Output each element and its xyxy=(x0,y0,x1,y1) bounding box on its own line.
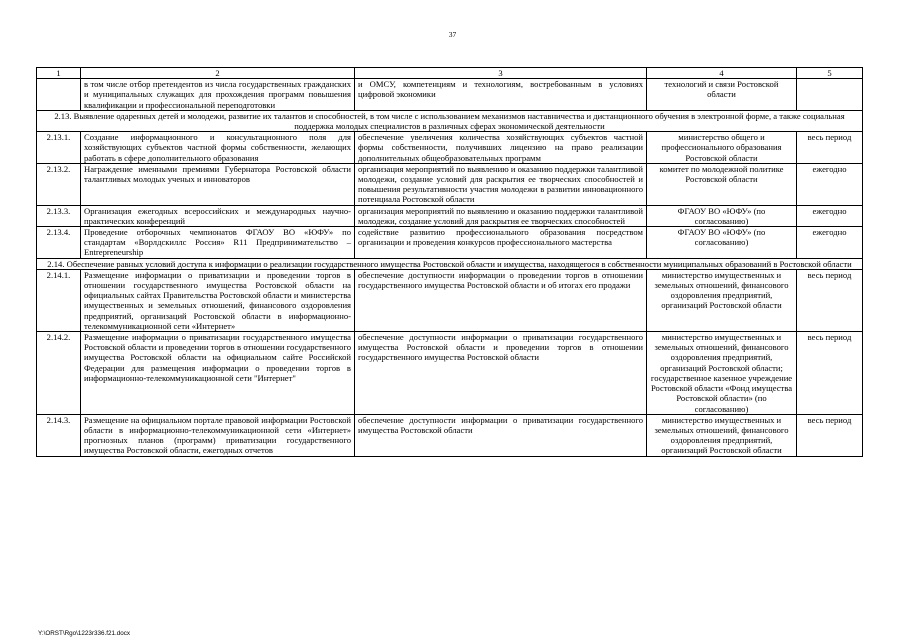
measure-cell: Размещение информации о приватизации и проведении торгов в отношении государственного имущества Ростовской области на официальных сайтах Правительства Ростовской области и министерства имущественных и земельных отношений, финансового оздоровления предприятий, организаций Ростовской области в информационно-телекоммуникационной сети «Интернет» xyxy=(81,269,355,331)
row-number: 2.13.4. xyxy=(37,227,81,259)
period-cell: ежегодно xyxy=(797,163,863,205)
section-heading-row xyxy=(37,110,863,131)
measure-cell: Организация ежегодных всероссийских и международных научно-практических конференций xyxy=(81,205,355,226)
column-header: 1 xyxy=(37,68,81,79)
executor-cell: ФГАОУ ВО «ЮФУ» (по согласованию) xyxy=(647,227,797,259)
result-cell: и ОМСУ, компетенциям и технологиям, востребованным в условиях цифровой экономики xyxy=(355,79,647,111)
period-cell: ежегодно xyxy=(797,227,863,259)
measure-cell: Проведение отборочных чемпионатов ФГАОУ ВО «ЮФУ» по стандартам «Ворлдскиллс Россия» R11 Предпринимательство – Entrepreneurship xyxy=(81,227,355,259)
section-heading: 2.13. Выявление одаренных детей и молодежи, развитие их талантов и способностей, в том числе с использованием механизмов наставничества и дистанционного обучения в электронной форме, а также социальная поддержка молодых специалистов в различных сферах экономической деятельности xyxy=(37,110,863,131)
row-number: 2.14.3. xyxy=(37,414,81,456)
column-header: 3 xyxy=(355,68,647,79)
row-number: 2.13.3. xyxy=(37,205,81,226)
table-row xyxy=(37,414,863,456)
executor-cell: министерство общего и профессионального образования Ростовской области xyxy=(647,132,797,164)
table-row xyxy=(37,163,863,205)
period-cell: весь период xyxy=(797,414,863,456)
result-cell: содействие развитию профессионального образования посредством организации и проведения конкурсов профессионального мастерства xyxy=(355,227,647,259)
row-number: 2.13.2. xyxy=(37,163,81,205)
section-heading: 2.14. Обеспечение равных условий доступа к информации о реализации государственного имущества Ростовской области и имущества, находящегося в собственности муниципальных образований в Ростовской области xyxy=(37,258,863,269)
result-cell: организация мероприятий по выявлению и оказанию поддержки талантливой молодежи, создание условий для раскрытия ее творческих способностей xyxy=(355,205,647,226)
result-cell: обеспечение доступности информации о приватизации государственного имущества Ростовской области и проведении торгов в отношении государственного имущества Ростовской области xyxy=(355,332,647,415)
result-cell: обеспечение доступности информации о приватизации государственного имущества Ростовской области xyxy=(355,414,647,456)
table-row xyxy=(37,205,863,226)
result-cell: организация мероприятий по выявлению и оказанию поддержки талантливой молодежи, создание условий для раскрытия ее творческих способностей и повышения результативности участия молодежи в развитии инновационного потенциала Ростовской области xyxy=(355,163,647,205)
table-row xyxy=(37,132,863,164)
row-number: 2.13.1. xyxy=(37,132,81,164)
executor-cell: комитет по молодежной политике Ростовской области xyxy=(647,163,797,205)
column-header: 4 xyxy=(647,68,797,79)
period-cell: весь период xyxy=(797,269,863,331)
table-row xyxy=(37,332,863,415)
executor-cell: ФГАОУ ВО «ЮФУ» (по согласованию) xyxy=(647,205,797,226)
executor-cell: технологий и связи Ростовской области xyxy=(647,79,797,111)
result-cell: обеспечение увеличения количества хозяйствующих субъектов частной формы собственности, получивших лицензию на право реализации дополнительных общеобразовательных программ xyxy=(355,132,647,164)
measure-cell: в том числе отбор претендентов из числа государственных гражданских и муниципальных служащих для прохождения программ повышения квалификации и профессиональной переподготовки xyxy=(81,79,355,111)
period-cell: весь период xyxy=(797,332,863,415)
period-cell xyxy=(797,79,863,111)
period-cell: весь период xyxy=(797,132,863,164)
plan-table xyxy=(36,67,863,457)
row-number: 2.14.1. xyxy=(37,269,81,331)
column-header: 5 xyxy=(797,68,863,79)
table-row xyxy=(37,227,863,259)
section-heading-row xyxy=(37,258,863,269)
column-header: 2 xyxy=(81,68,355,79)
file-path-footer: Y:\ORST\Rgo\1223r336.f21.docx xyxy=(38,630,131,637)
executor-cell: министерство имущественных и земельных отношений, финансового оздоровления предприятий, организаций Ростовской области; государственное казенное учреждение Ростовской области «Фонд имущества Ростовской области» (по согласованию) xyxy=(647,332,797,415)
row-number xyxy=(37,79,81,111)
table-row xyxy=(37,269,863,331)
measure-cell: Награждение именными премиями Губернатора Ростовской области талантливых молодых ученых и инноваторов xyxy=(81,163,355,205)
measure-cell: Размещение на официальном портале правовой информации Ростовской области в информационно-телекоммуникационной сети «Интернет» прогнозных планов (программ) приватизации государственного имущества Ростовской области, ежегодных отчетов xyxy=(81,414,355,456)
table-header-row xyxy=(37,68,863,79)
period-cell: ежегодно xyxy=(797,205,863,226)
result-cell: обеспечение доступности информации о проведении торгов в отношении государственного имущества Ростовской области и об итогах его продажи xyxy=(355,269,647,331)
table-row xyxy=(37,79,863,111)
page-number: 37 xyxy=(448,30,457,39)
row-number: 2.14.2. xyxy=(37,332,81,415)
measure-cell: Размещение информации о приватизации государственного имущества Ростовской области и проведении торгов в отношении государственного имущества Ростовской области на официальном сайте Российской Федерации для размещения информации о проведении торгов в информационно-телекоммуникационной сети "Интернет" xyxy=(81,332,355,415)
measure-cell: Создание информационного и консультационного поля для хозяйствующих субъектов частной формы собственности, желающих работать в сфере дополнительного образования xyxy=(81,132,355,164)
executor-cell: министерство имущественных и земельных отношений, финансового оздоровления предприятий, организаций Ростовской области xyxy=(647,414,797,456)
executor-cell: министерство имущественных и земельных отношений, финансового оздоровления предприятий, организаций Ростовской области xyxy=(647,269,797,331)
